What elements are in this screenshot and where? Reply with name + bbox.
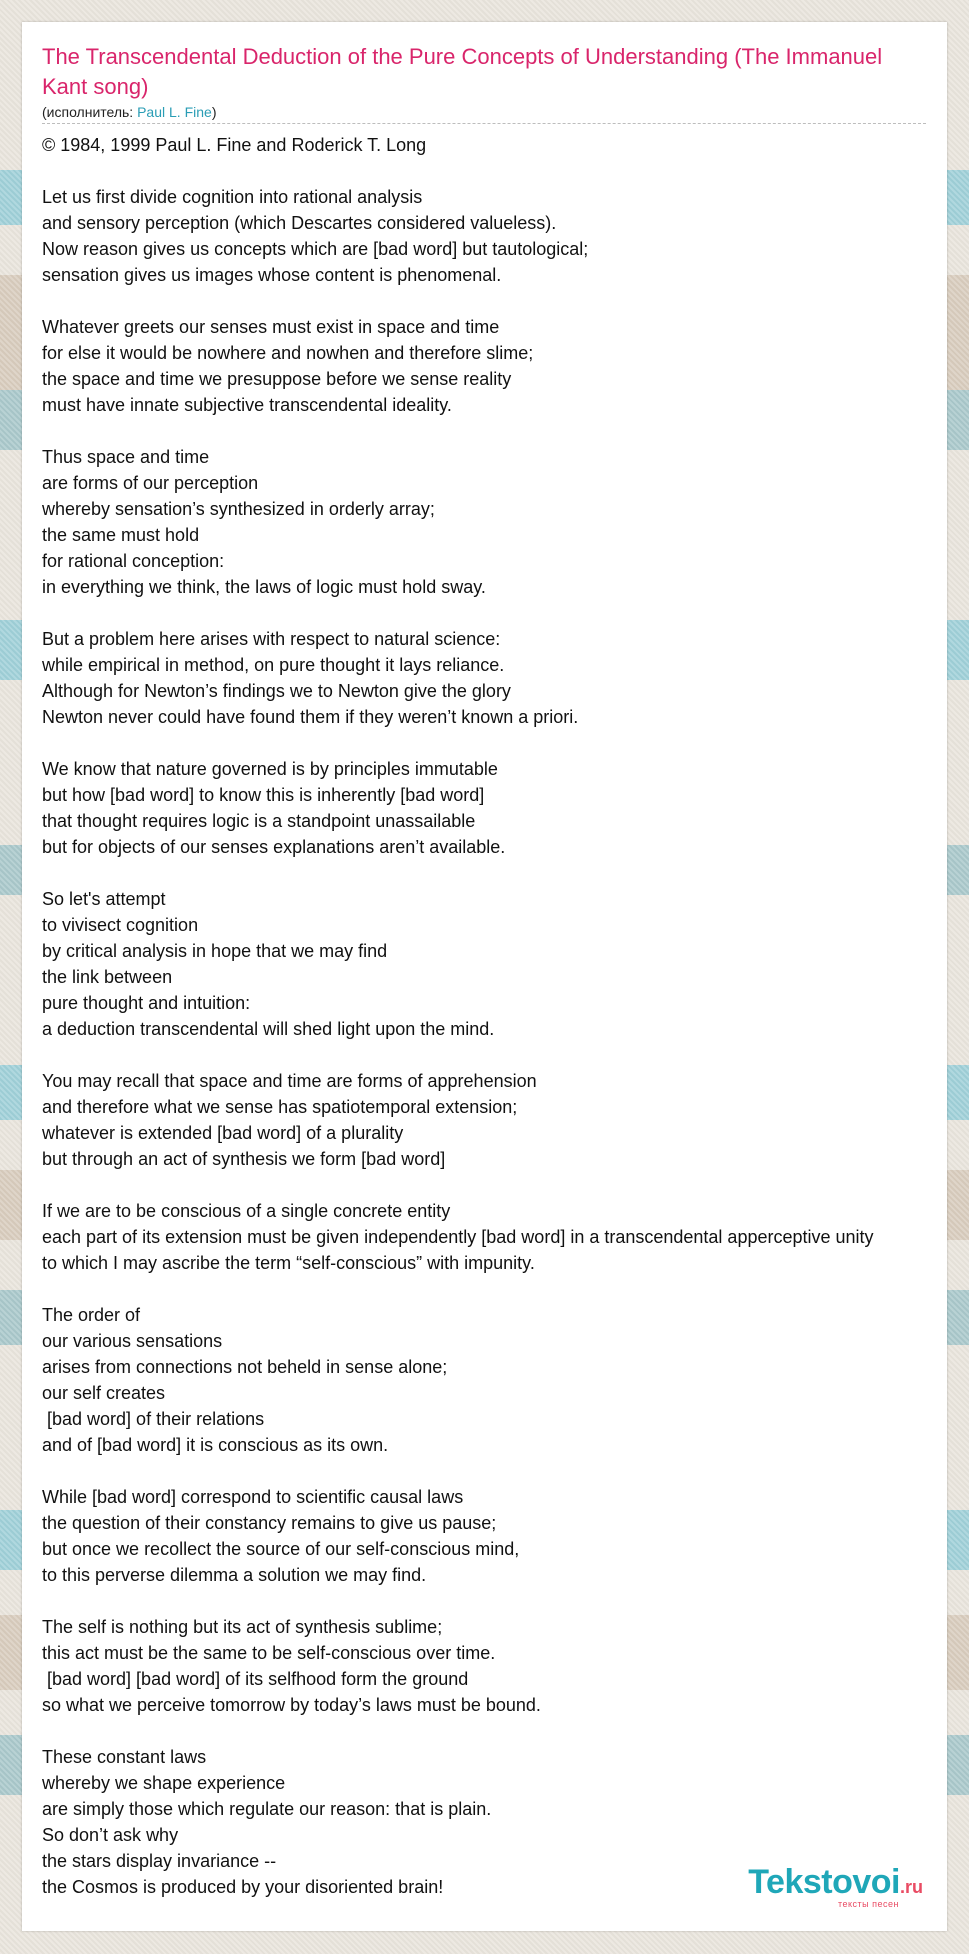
- lyric-line: [42, 860, 962, 886]
- lyric-line: a deduction transcendental will shed light upon the mind.: [42, 1019, 495, 1039]
- lyric-line: are simply those which regulate our reason: that is plain.: [42, 1799, 492, 1819]
- lyric-line: Newton never could have found them if they weren’t known a priori.: [42, 707, 579, 727]
- lyric-line: We know that nature governed is by principles immutable: [42, 759, 498, 779]
- lyric-line: arises from connections not beheld in sense alone;: [42, 1357, 448, 1377]
- lyric-line: [42, 288, 962, 314]
- lyric-line: These constant laws: [42, 1747, 207, 1767]
- lyric-line: [bad word] [bad word] of its selfhood form the ground: [42, 1669, 469, 1689]
- lyric-line: While [bad word] correspond to scientific causal laws: [42, 1487, 464, 1507]
- lyric-line: whatever is extended [bad word] of a plurality: [42, 1123, 404, 1143]
- lyric-line: our various sensations: [42, 1331, 223, 1351]
- lyric-line: whereby sensation’s synthesized in orderly array;: [42, 499, 435, 519]
- lyric-line: [bad word] of their relations: [42, 1409, 265, 1429]
- lyric-line: You may recall that space and time are forms of apprehension: [42, 1071, 537, 1091]
- lyric-line: The self is nothing but its act of synthesis sublime;: [42, 1617, 443, 1637]
- lyric-line: © 1984, 1999 Paul L. Fine and Roderick T. Long: [42, 135, 427, 155]
- lyric-line: If we are to be conscious of a single concrete entity: [42, 1201, 451, 1221]
- lyric-line: pure thought and intuition:: [42, 993, 251, 1013]
- lyric-line: and of [bad word] it is conscious as its own.: [42, 1435, 389, 1455]
- lyric-line: but through an act of synthesis we form [bad word]: [42, 1149, 446, 1169]
- performer-line: [42, 102, 926, 122]
- lyric-line: for else it would be nowhere and nowhen and therefore slime;: [42, 343, 534, 363]
- lyric-line: the Cosmos is produced by your disoriented brain!: [42, 1877, 444, 1897]
- lyric-line: our self creates: [42, 1383, 166, 1403]
- lyric-line: in everything we think, the laws of logic must hold sway.: [42, 577, 486, 597]
- lyric-line: to which I may ascribe the term “self-conscious” with impunity.: [42, 1253, 535, 1273]
- lyric-line: The order of: [42, 1305, 141, 1325]
- performer-prefix: (исполнитель:: [42, 104, 138, 120]
- lyric-line: Although for Newton’s findings we to Newton give the glory: [42, 681, 511, 701]
- lyric-line: [42, 730, 962, 756]
- lyric-line: Let us first divide cognition into rational analysis: [42, 187, 423, 207]
- lyric-line: the same must hold: [42, 525, 200, 545]
- lyric-line: whereby we shape experience: [42, 1773, 286, 1793]
- lyric-line: the link between: [42, 967, 173, 987]
- lyric-line: but once we recollect the source of our self-conscious mind,: [42, 1539, 520, 1559]
- lyric-line: and sensory perception (which Descartes considered valueless).: [42, 213, 557, 233]
- lyric-line: Whatever greets our senses must exist in space and time: [42, 317, 500, 337]
- lyric-line: for rational conception:: [42, 551, 225, 571]
- lyric-line: So don’t ask why: [42, 1825, 179, 1845]
- lyrics-card: [22, 22, 947, 1931]
- lyric-line: [42, 1042, 962, 1068]
- lyric-line: and therefore what we sense has spatiotemporal extension;: [42, 1097, 518, 1117]
- lyric-line: sensation gives us images whose content is phenomenal.: [42, 265, 502, 285]
- lyric-line: [42, 1172, 962, 1198]
- lyric-line: so what we perceive tomorrow by today’s laws must be bound.: [42, 1695, 541, 1715]
- lyric-line: [42, 1588, 962, 1614]
- lyric-line: but how [bad word] to know this is inherently [bad word]: [42, 785, 485, 805]
- song-header: [42, 42, 926, 124]
- lyric-line: by critical analysis in hope that we may find: [42, 941, 388, 961]
- lyric-line: each part of its extension must be given independently [bad word] in a transcendental apperceptive unity: [42, 1227, 874, 1247]
- lyric-line: But a problem here arises with respect to natural science:: [42, 629, 501, 649]
- lyric-line: while empirical in method, on pure thought it lays reliance.: [42, 655, 505, 675]
- lyric-line: the stars display invariance --: [42, 1851, 277, 1871]
- lyric-line: Now reason gives us concepts which are [bad word] but tautological;: [42, 239, 589, 259]
- lyric-line: [42, 1718, 962, 1744]
- lyric-line: [42, 1458, 962, 1484]
- page-title: The Transcendental Deduction of the Pure Concepts of Understanding (The Immanuel Kant song): [42, 44, 883, 99]
- lyric-line: [42, 1276, 962, 1302]
- lyric-line: the space and time we presuppose before we sense reality: [42, 369, 512, 389]
- site-logo[interactable]: [748, 1865, 923, 1909]
- performer-link[interactable]: Paul L. Fine: [137, 104, 212, 120]
- lyric-line: that thought requires logic is a standpoint unassailable: [42, 811, 476, 831]
- lyric-line: must have innate subjective transcendental ideality.: [42, 395, 452, 415]
- logo-domain: .ru: [899, 1877, 923, 1897]
- lyric-line: [42, 600, 962, 626]
- lyric-line: but for objects of our senses explanations aren’t available.: [42, 837, 506, 857]
- performer-suffix: ): [211, 104, 217, 120]
- lyric-line: to this perverse dilemma a solution we may find.: [42, 1565, 427, 1585]
- logo-word: Tekstovoi: [748, 1863, 900, 1901]
- lyric-line: the question of their constancy remains to give us pause;: [42, 1513, 497, 1533]
- lyric-line: [42, 418, 962, 444]
- lyric-line: to vivisect cognition: [42, 915, 199, 935]
- lyric-line: So let's attempt: [42, 889, 166, 909]
- lyric-line: this act must be the same to be self-conscious over time.: [42, 1643, 496, 1663]
- lyric-line: [42, 158, 962, 184]
- lyric-line: are forms of our perception: [42, 473, 259, 493]
- lyrics-text: [42, 132, 962, 1900]
- lyric-line: Thus space and time: [42, 447, 210, 467]
- logo-tagline: тексты песен: [837, 1899, 899, 1909]
